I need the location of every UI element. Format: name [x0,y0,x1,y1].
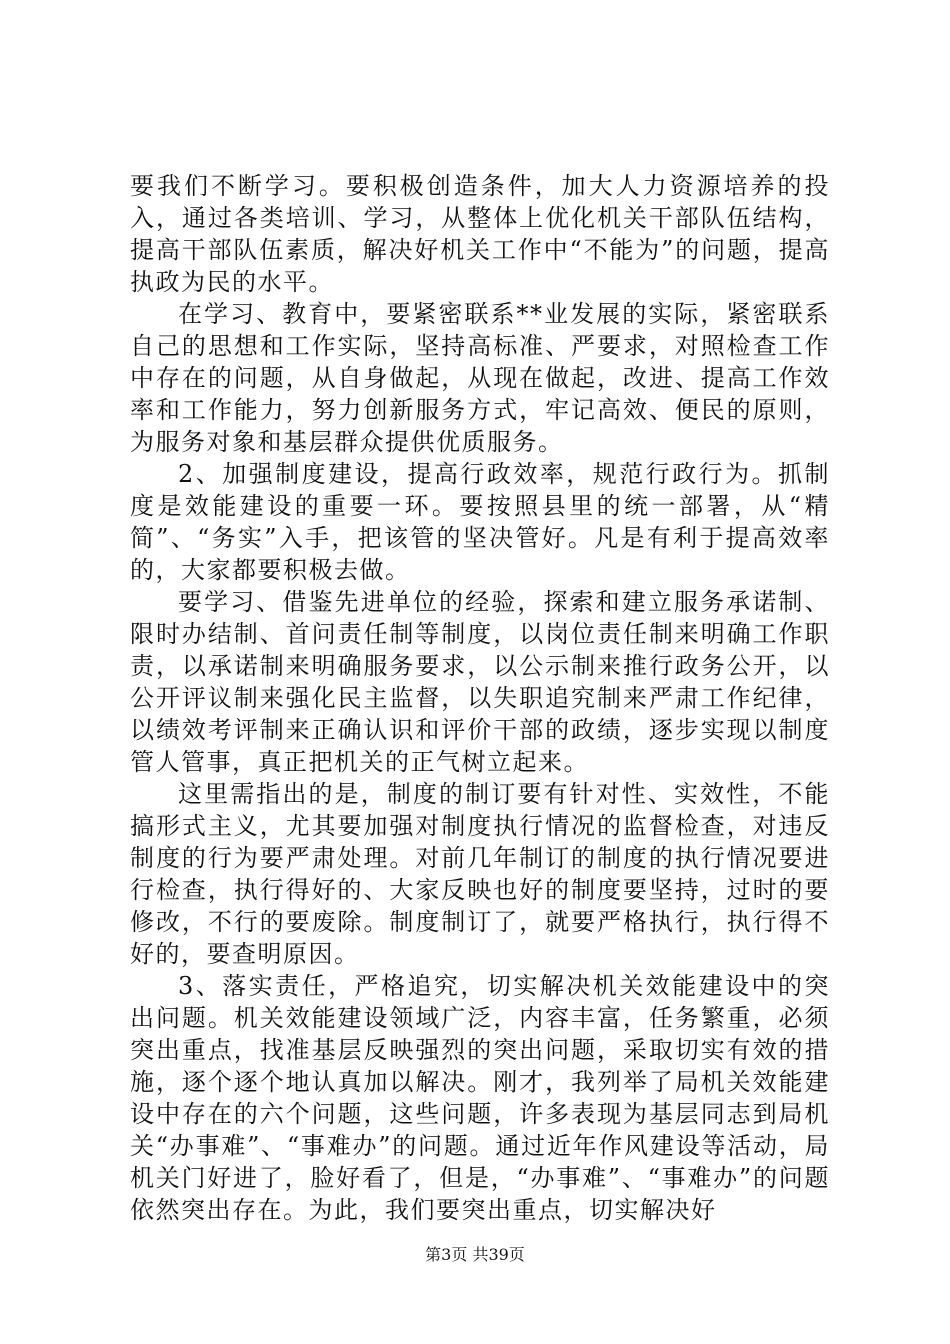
body-text [130,170,830,1226]
paragraph-5: 这里需指出的是，制度的制订要有针对性、实效性，不能搞形式主义，尤其要加强对制度执行情况的监督检查，对违反制度的行为要严肃处理。对前几年制订的制度的执行情况要进行检查，执行得好的、大家反映也好的制度要坚持，过时的要修改，不行的要废除。制度制订了，就要严格执行，执行得不好的，要查明原因。 [130,780,830,968]
paragraph-4: 要学习、借鉴先进单位的经验，探索和建立服务承诺制、限时办结制、首问责任制等制度，以岗位责任制来明确工作职责，以承诺制来明确服务要求，以公示制来推行政务公开，以公开评议制来强化民主监督，以失职追究制来严肃工作纪律，以绩效考评制来正确认识和评价干部的政绩，逐步实现以制度管人管事，真正把机关的正气树立起来。 [130,588,830,776]
paragraph-2: 在学习、教育中，要紧密联系**业发展的实际，紧密联系自己的思想和工作实际，坚持高标准、严要求，对照检查工作中存在的问题，从自身做起，从现在做起，改进、提高工作效率和工作能力，努力创新服务方式，牢记高效、便民的原则，为服务对象和基层群众提供优质服务。 [130,300,830,456]
paragraph-6: 3、落实责任，严格追究，切实解决机关效能建设中的突出问题。机关效能建设领域广泛，内容丰富，任务繁重，必须突出重点，找准基层反映强烈的突出问题，采取切实有效的措施，逐个逐个地认真加以解决。刚才，我列举了局机关效能建设中存在的六个问题，这些问题，许多表现为基层同志到局机关“办事难”、“事难办”的问题。通过近年作风建设等活动，局机关门好进了，脸好看了，但是，“办事难”、“事难办”的问题依然突出存在。为此，我们要突出重点，切实解决好 [130,972,830,1224]
paragraph-1: 要我们不断学习。要积极创造条件，加大人力资源培养的投入，通过各类培训、学习，从整体上优化机关干部队伍结构，提高干部队伍素质，解决好机关工作中“不能为”的问题，提高执政为民的水平。 [130,172,830,296]
page-number: 第3页 共39页 [425,1245,525,1264]
paragraph-3: 2、加强制度建设，提高行政效率，规范行政行为。抓制度是效能建设的重要一环。要按照县里的统一部署，从“精简”、“务实”入手，把该管的坚决管好。凡是有利于提高效率的，大家都要积极去做。 [130,460,830,584]
